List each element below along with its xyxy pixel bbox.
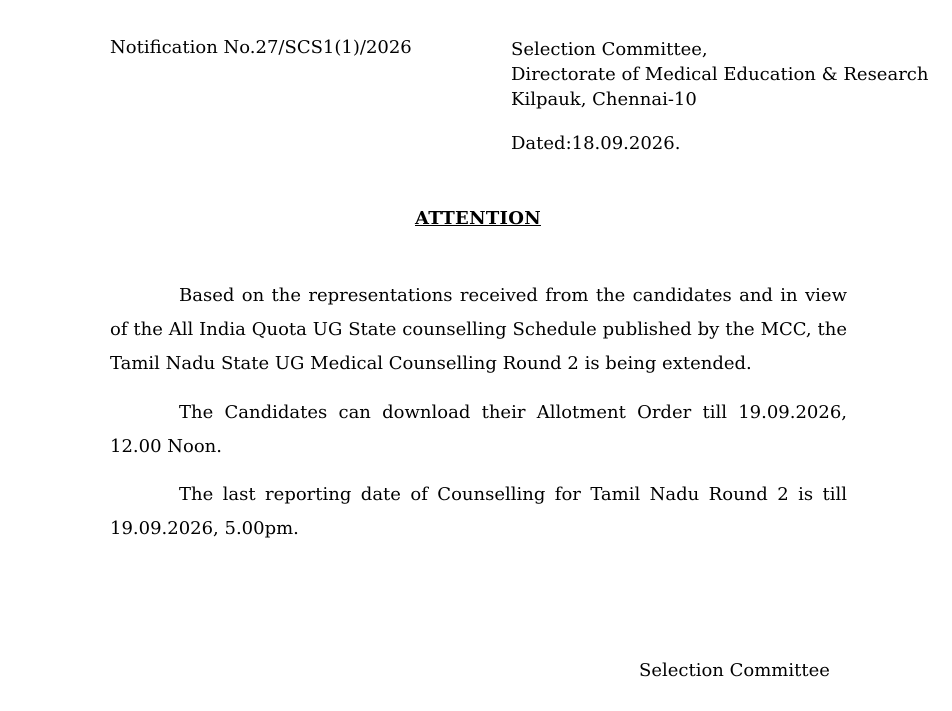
body-paragraph-extension: Based on the representations received from the candidates and in view of the All India Quota UG State counselling Schedule published by the MCC, the Tamil Nadu State UG Medical Counselling Round 2 is being extended.: [110, 285, 847, 374]
committee-address: Kilpauk, Chennai-10: [511, 89, 697, 110]
notice-title-wrapper: [0, 208, 952, 229]
committee-address-block: [511, 37, 928, 112]
directorate-name: Directorate of Medical Education & Research: [511, 64, 929, 85]
date-line: Dated:18.09.2026.: [511, 133, 681, 154]
notice-title: ATTENTION: [415, 208, 541, 229]
committee-name: Selection Committee,: [511, 39, 708, 60]
notification-number: Notification No.27/SCS1(1)/2026: [110, 37, 412, 58]
body-paragraph-reporting-date: The last reporting date of Counselling for Tamil Nadu Round 2 is till 19.09.2026, 5.00pm.: [110, 484, 847, 539]
body-paragraph-allotment-order: The Candidates can download their Allotment Order till 19.09.2026, 12.00 Noon.: [110, 402, 847, 457]
signature-line: Selection Committee: [639, 660, 830, 681]
